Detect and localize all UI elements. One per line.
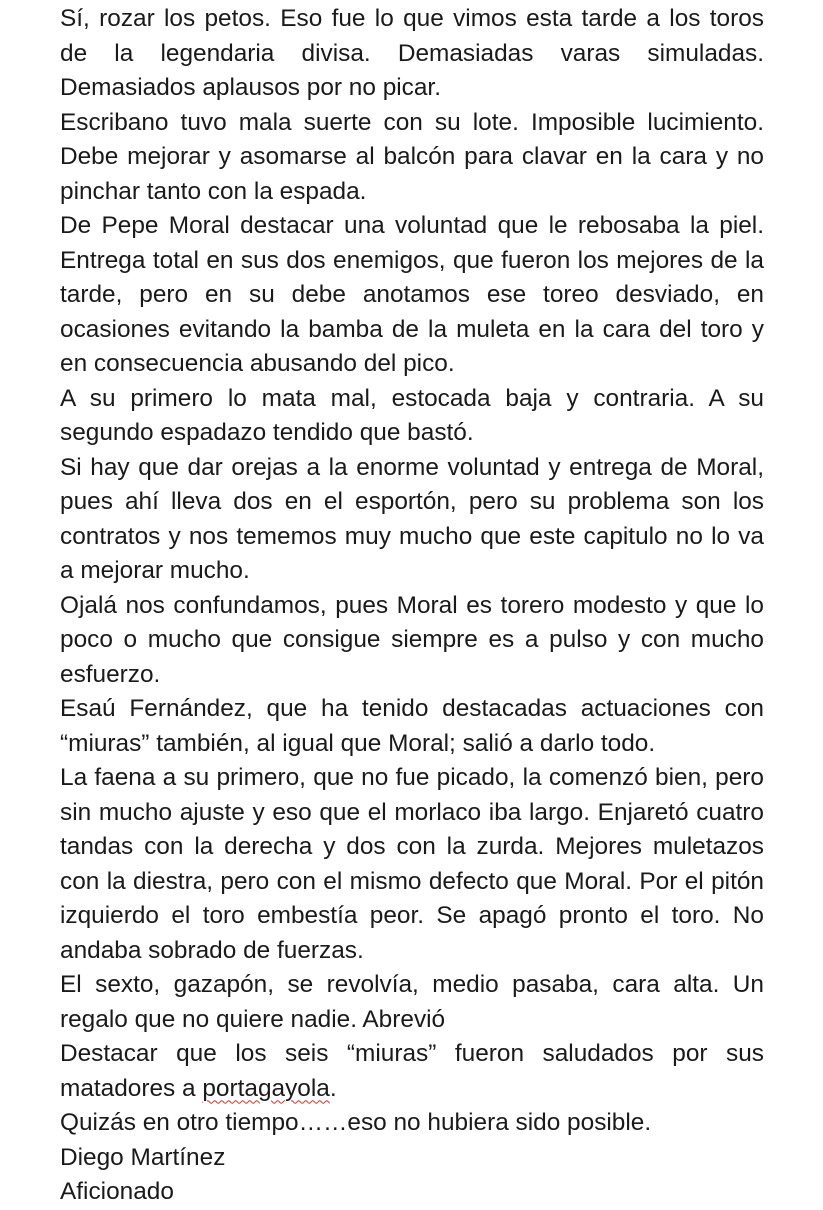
document-body — [60, 2, 764, 1210]
paragraph-sexto: El sexto, gazapón, se revolvía, medio pasaba, cara alta. Un regalo que no quiere nadie. Abrevió — [60, 971, 764, 1033]
paragraph-faena: La faena a su primero, que no fue picado, la comenzó bien, pero sin mucho ajuste y eso que el morlaco iba largo. Enjaretó cuatro tandas con la derecha y dos con la zurda. Mejores muletazos con la diestra, pero con el mismo defecto que Moral. Por el pitón izquierdo el toro embestía peor. Se apagó pronto el toro. No andaba sobrado de fuerzas. — [60, 764, 764, 964]
paragraph-escribano: Escribano tuvo mala suerte con su lote. Imposible lucimiento. Debe mejorar y asomarse al balcón para clavar en la cara y no pinchar tanto con la espada. — [60, 108, 764, 205]
spellcheck-flagged-word[interactable]: portagayola — [202, 1074, 330, 1102]
signature-name: Diego Martínez — [60, 1143, 226, 1171]
miuras-text-before: Destacar que los seis “miuras” fueron saludados por sus matadores a — [60, 1040, 764, 1102]
paragraph-petos: Sí, rozar los petos. Eso fue lo que vimos esta tarde a los toros de la legendaria divisa. Demasiadas varas simuladas. Demasiados aplausos por no picar. — [60, 5, 764, 101]
paragraph-orejas: Si hay que dar orejas a la enorme voluntad y entrega de Moral, pues ahí lleva dos en el esportón, pero su problema son los contratos y nos tememos muy mucho que este capitulo no lo va a mejorar mucho. — [60, 453, 764, 584]
paragraph-closing: Quizás en otro tiempo……eso no hubiera sido posible. — [60, 1109, 652, 1136]
paragraph-primero-mata: A su primero lo mata mal, estocada baja y contraria. A su segundo espadazo tendido que bastó. — [60, 384, 764, 446]
paragraph-esau: Esaú Fernández, que ha tenido destacadas actuaciones con “miuras” también, al igual que Moral; salió a darlo todo. — [60, 695, 764, 757]
paragraph-miuras-saludados — [60, 1037, 764, 1106]
miuras-text-after: . — [329, 1074, 337, 1102]
signature-role: Aficionado — [60, 1178, 174, 1205]
paragraph-ojala: Ojalá nos confundamos, pues Moral es torero modesto y que lo poco o mucho que consigue siempre es a pulso y con mucho esfuerzo. — [60, 591, 764, 688]
paragraph-pepe-moral: De Pepe Moral destacar una voluntad que le rebosaba la piel. Entrega total en sus dos enemigos, que fueron los mejores de la tarde, pero en su debe anotamos ese toreo desviado, en ocasiones evitando la bamba de la muleta en la cara del toro y en consecuencia abusando del pico. — [60, 212, 764, 377]
